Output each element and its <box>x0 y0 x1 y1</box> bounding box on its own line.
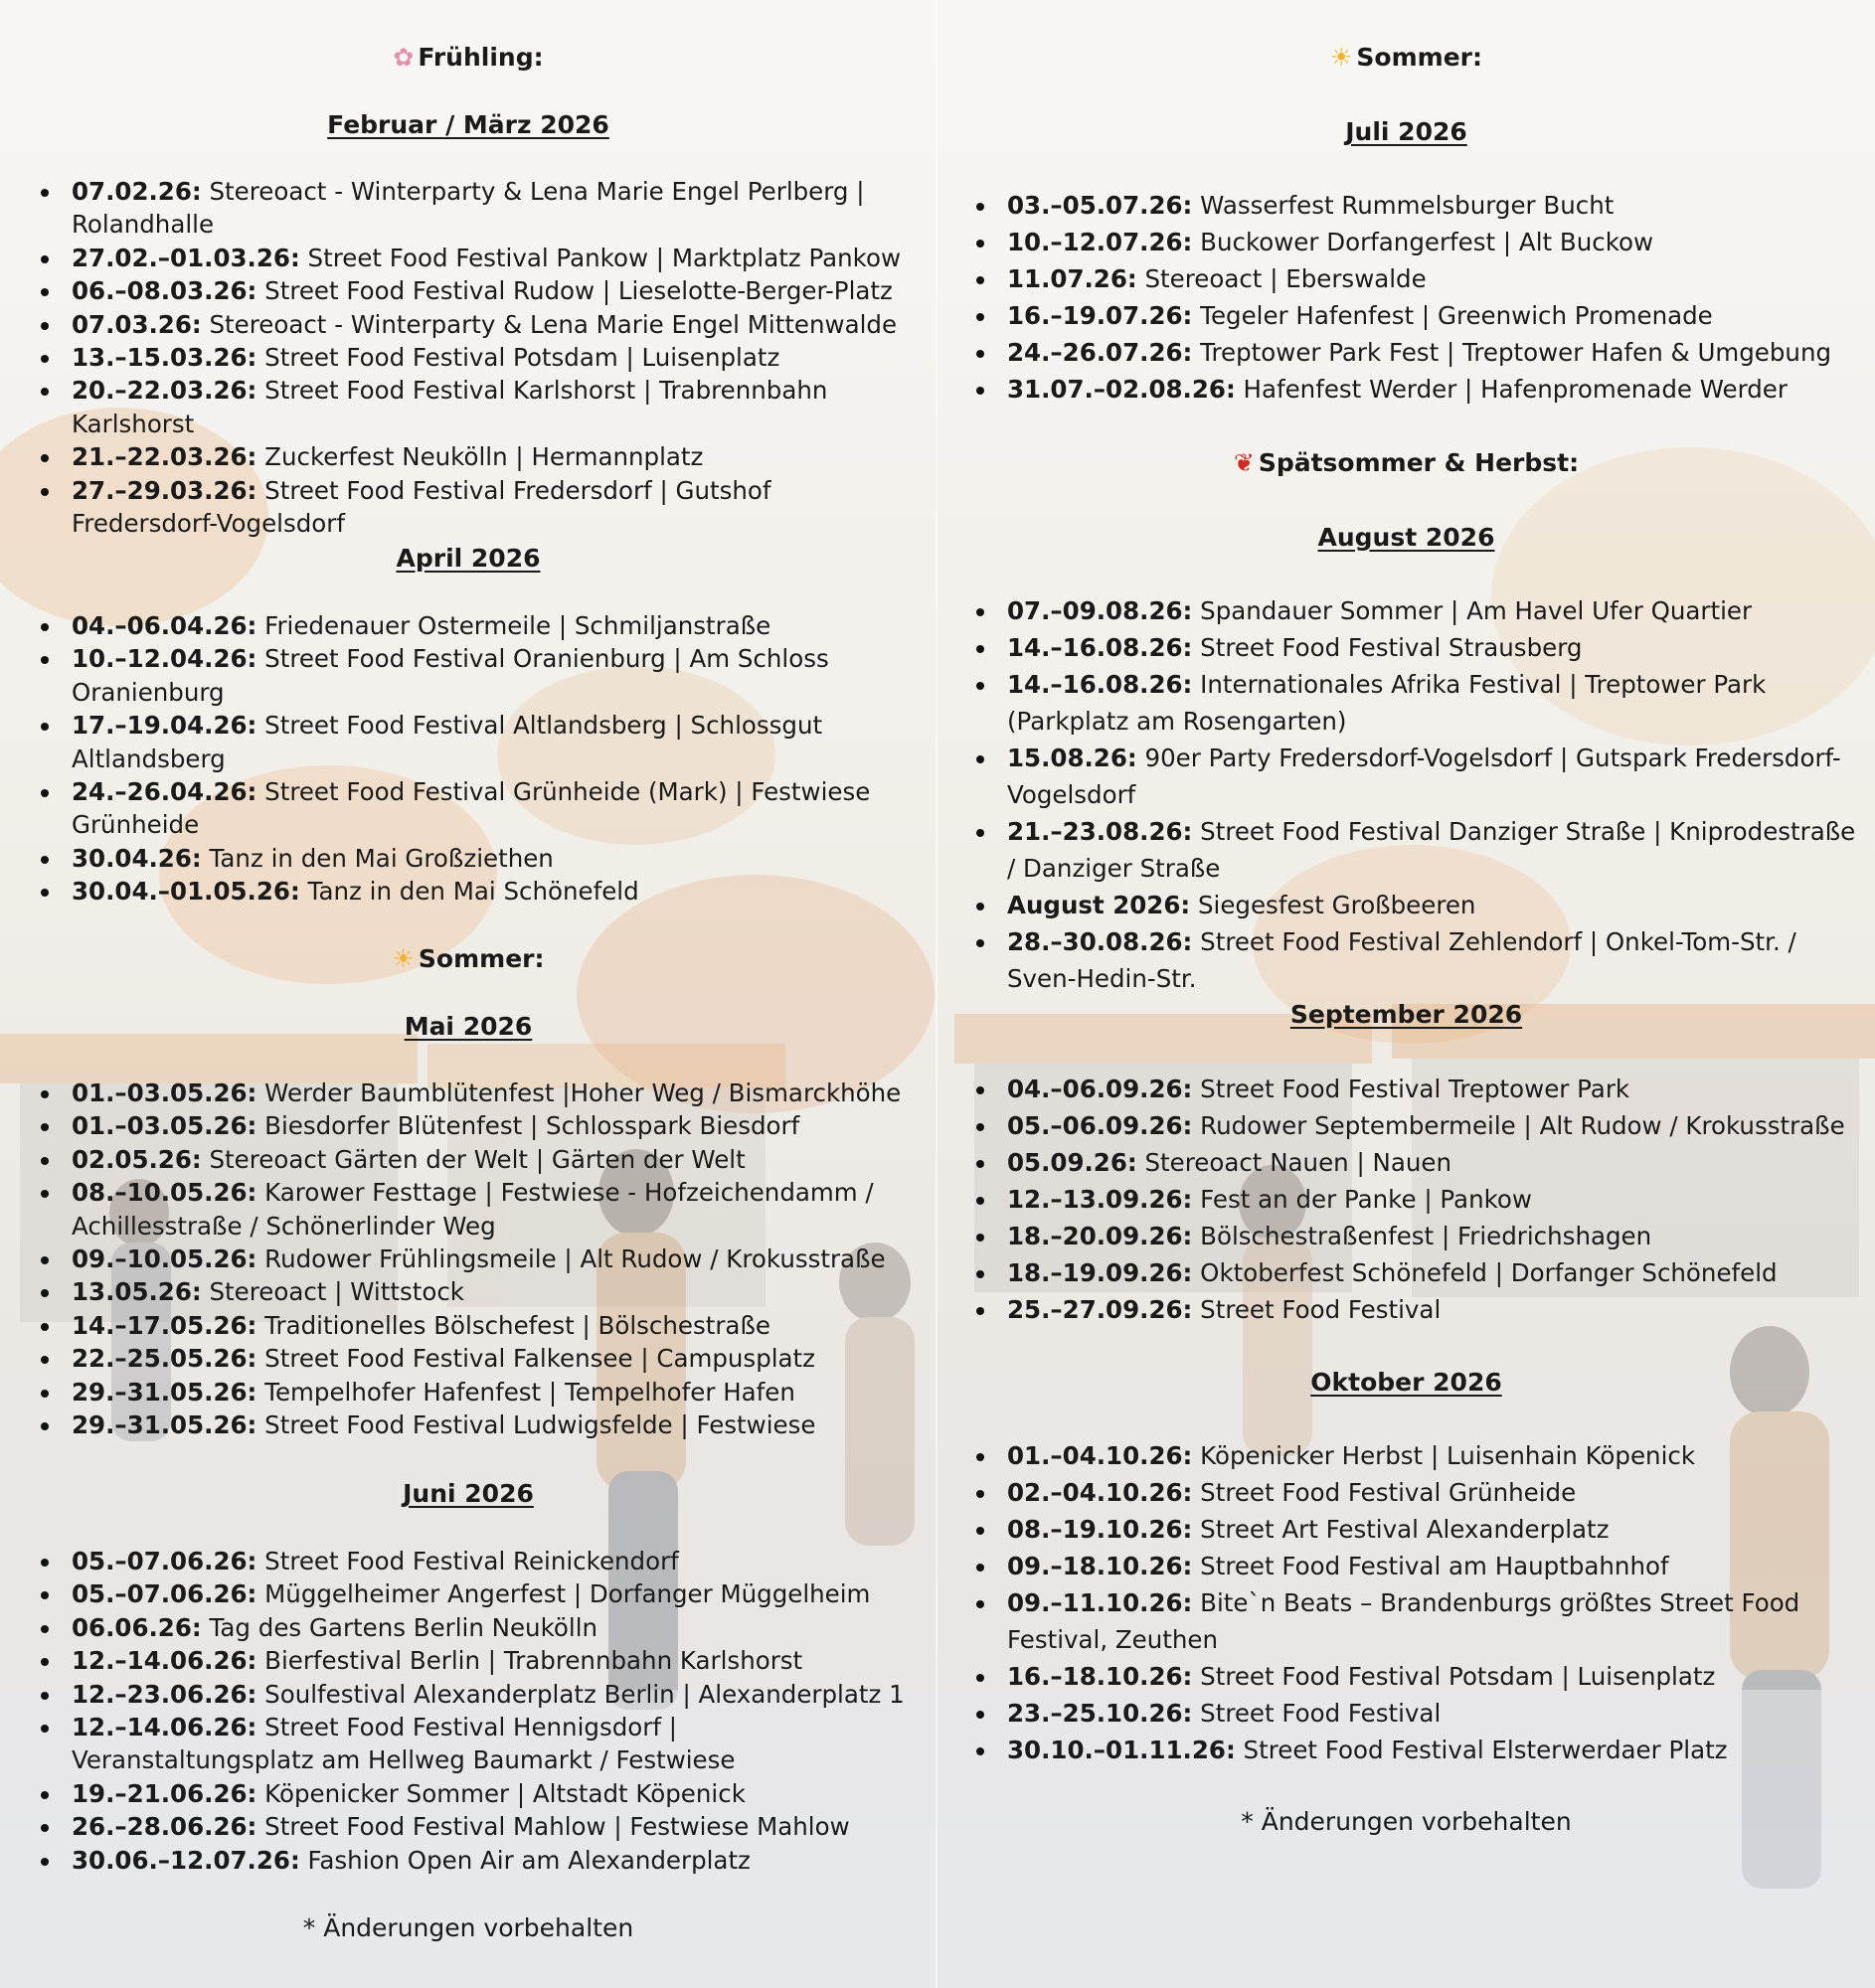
event-date: 01.–04.10.26: <box>1007 1441 1193 1470</box>
cherry-blossom-icon: ✿ <box>393 43 415 72</box>
event-description: Tanz in den Mai Schönefeld <box>307 877 639 907</box>
event-description: Friedenauer Ostermeile | Schmiljanstraße <box>264 611 771 640</box>
event-item <box>973 1474 1868 1511</box>
event-date: 05.09.26: <box>1007 1148 1137 1177</box>
event-date: 14.–16.08.26: <box>1007 670 1193 699</box>
event-item <box>38 709 913 775</box>
event-item <box>38 1545 913 1577</box>
event-date: 27.–29.03.26: <box>72 475 257 505</box>
month-heading-may: Mai 2026 <box>404 1012 533 1041</box>
event-item <box>38 1309 913 1342</box>
event-date: 16.–19.07.26: <box>1007 301 1193 330</box>
event-item <box>973 1695 1868 1732</box>
event-date: 10.–12.07.26: <box>1007 228 1193 256</box>
event-date: 09.–18.10.26: <box>1007 1552 1193 1580</box>
event-date: 07.02.26: <box>72 177 202 206</box>
season-heading-summer <box>0 944 937 974</box>
event-item <box>38 842 913 875</box>
month-heading-october: Oktober 2026 <box>1310 1368 1502 1397</box>
event-item <box>973 887 1868 923</box>
event-date: 12.–13.09.26: <box>1007 1185 1193 1214</box>
event-item <box>38 642 913 709</box>
event-description: Street Food Festival Pankow | Marktplatz Pankow <box>307 243 902 272</box>
event-date: 13.–15.03.26: <box>72 343 257 373</box>
event-item <box>38 1376 913 1408</box>
event-date: 09.–10.05.26: <box>72 1244 257 1274</box>
event-date: 05.–07.06.26: <box>72 1547 257 1575</box>
event-description: Bölschestraßenfest | Friedrichshagen <box>1200 1222 1652 1250</box>
event-date: 10.–12.04.26: <box>72 644 257 674</box>
event-description: Müggelheimer Angerfest | Dorfanger Müggelheim <box>264 1579 871 1609</box>
event-date: 25.–27.09.26: <box>1007 1295 1193 1324</box>
event-item <box>973 1584 1868 1658</box>
event-description: Tag des Gartens Berlin Neukölln <box>209 1612 598 1642</box>
month-heading-august: August 2026 <box>1317 523 1495 552</box>
event-date: 04.–06.04.26: <box>72 611 257 640</box>
event-date: 01.–03.05.26: <box>72 1078 257 1107</box>
event-list-feb-mar <box>38 175 913 540</box>
event-item <box>973 923 1868 997</box>
event-date: 17.–19.04.26: <box>72 711 257 741</box>
sun-icon: ☀ <box>392 944 415 973</box>
event-list-august <box>973 592 1868 997</box>
event-description: Zuckerfest Neukölln | Hermannplatz <box>264 442 704 472</box>
event-description: Street Food Festival Fredersdorf | Gutshof Fredersdorf-Vogelsdorf <box>72 475 771 539</box>
month-heading-september: September 2026 <box>1289 1000 1523 1029</box>
event-description: Tempelhofer Hafenfest | Tempelhofer Hafen <box>264 1377 795 1407</box>
event-description: Street Food Festival Treptower Park <box>1200 1075 1630 1103</box>
event-item <box>38 1242 913 1275</box>
event-description: Street Food Festival Potsdam | Luisenplatz <box>264 343 780 373</box>
event-item <box>38 875 913 908</box>
event-date: 14.–17.05.26: <box>72 1310 257 1340</box>
event-item <box>973 1218 1868 1254</box>
event-date: 18.–19.09.26: <box>1007 1258 1193 1287</box>
event-item <box>38 175 913 242</box>
event-description: Fashion Open Air am Alexanderplatz <box>307 1845 751 1875</box>
event-item <box>973 224 1868 260</box>
event-date: 19.–21.06.26: <box>72 1778 257 1808</box>
event-date: 03.–05.07.26: <box>1007 191 1193 220</box>
event-description: Soulfestival Alexanderplatz Berlin | Alexanderplatz 1 <box>264 1679 905 1709</box>
event-description: Biesdorfer Blütenfest | Schlosspark Biesdorf <box>264 1111 800 1141</box>
event-description: Tanz in den Mai Großziethen <box>209 843 554 873</box>
event-description: Treptower Park Fest | Treptower Hafen & Umgebung <box>1200 338 1832 367</box>
event-item <box>973 1511 1868 1548</box>
event-item <box>38 775 913 842</box>
event-description: Street Food Festival Zehlendorf | Onkel-Tom-Str. / Sven-Hedin-Str. <box>1007 927 1796 993</box>
event-description: Rudower Septembermeile | Alt Rudow / Krokusstraße <box>1200 1111 1845 1140</box>
event-item <box>38 1711 913 1777</box>
event-item <box>973 260 1868 297</box>
event-date: 21.–22.03.26: <box>72 442 257 472</box>
event-item <box>973 1144 1868 1181</box>
event-description: Street Food Festival Strausberg <box>1200 633 1583 662</box>
event-list-july <box>973 187 1868 408</box>
event-item <box>38 1143 913 1176</box>
event-item <box>973 813 1868 887</box>
event-description: Street Art Festival Alexanderplatz <box>1200 1515 1610 1544</box>
event-date: 12.–23.06.26: <box>72 1679 257 1709</box>
event-description: Bite`n Beats – Brandenburgs größtes Street Food Festival, Zeuthen <box>1007 1588 1800 1654</box>
event-description: Street Food Festival Karlshorst | Trabrennbahn Karlshorst <box>72 376 828 438</box>
event-date: 22.–25.05.26: <box>72 1344 257 1374</box>
season-label: Sommer: <box>1356 43 1482 72</box>
event-description: Fest an der Panke | Pankow <box>1200 1185 1532 1214</box>
event-item <box>973 592 1868 629</box>
event-item <box>38 1644 913 1677</box>
event-description: Stereoact Gärten der Welt | Gärten der Welt <box>209 1144 746 1174</box>
event-description: Street Food Festival Elsterwerdaer Platz <box>1243 1736 1728 1764</box>
event-date: 08.–19.10.26: <box>1007 1515 1193 1544</box>
event-date: 28.–30.08.26: <box>1007 927 1193 956</box>
event-item <box>38 374 913 440</box>
event-description: Street Food Festival Grünheide <box>1200 1478 1577 1507</box>
event-date: August 2026: <box>1007 891 1191 919</box>
event-item <box>973 297 1868 334</box>
event-item <box>38 1176 913 1242</box>
changes-note: * Änderungen vorbehalten <box>302 1913 634 1942</box>
event-item <box>38 308 913 341</box>
event-item <box>973 740 1868 813</box>
event-date: 05.–06.09.26: <box>1007 1111 1193 1140</box>
event-date: 06.–08.03.26: <box>72 276 257 306</box>
event-description: Street Food Festival Hennigsdorf | Veranstaltungsplatz am Hellweg Baumarkt / Festwiese <box>72 1713 736 1775</box>
event-date: 20.–22.03.26: <box>72 376 257 406</box>
event-date: 26.–28.06.26: <box>72 1812 257 1842</box>
event-date: 29.–31.05.26: <box>72 1377 257 1407</box>
season-heading-spring <box>0 43 937 73</box>
event-date: 18.–20.09.26: <box>1007 1222 1193 1250</box>
event-item <box>38 1678 913 1711</box>
event-item <box>38 1810 913 1843</box>
event-item <box>973 1437 1868 1474</box>
event-date: 07.03.26: <box>72 309 202 339</box>
event-item <box>973 1732 1868 1768</box>
event-date: 30.06.–12.07.26: <box>72 1845 300 1875</box>
event-description: Oktoberfest Schönefeld | Dorfanger Schönefeld <box>1200 1258 1778 1287</box>
event-date: 05.–07.06.26: <box>72 1579 257 1609</box>
event-item <box>38 1577 913 1610</box>
event-date: 02.05.26: <box>72 1144 202 1174</box>
event-list-may <box>38 1077 913 1441</box>
event-date: 13.05.26: <box>72 1277 202 1307</box>
season-label: Sommer: <box>418 944 545 973</box>
season-label: Spätsommer & Herbst: <box>1258 448 1580 477</box>
event-description: Street Food Festival Ludwigsfelde | Festwiese <box>264 1410 816 1440</box>
event-description: Werder Baumblütenfest |Hoher Weg / Bismarckhöhe <box>264 1078 902 1107</box>
event-date: 04.–06.09.26: <box>1007 1075 1193 1103</box>
event-date: 15.08.26: <box>1007 744 1137 772</box>
event-description: Stereoact Nauen | Nauen <box>1144 1148 1451 1177</box>
event-date: 30.10.–01.11.26: <box>1007 1736 1236 1764</box>
event-item <box>973 629 1868 666</box>
event-date: 24.–26.04.26: <box>72 777 257 807</box>
event-description: Street Food Festival Oranienburg | Am Schloss Oranienburg <box>72 644 829 707</box>
month-heading-july: Juli 2026 <box>1345 117 1467 146</box>
event-item <box>973 1291 1868 1328</box>
event-description: Karower Festtage | Festwiese - Hofzeichendamm / Achillesstraße / Schönerlinder Weg <box>72 1178 874 1241</box>
event-item <box>973 1107 1868 1144</box>
event-item <box>973 334 1868 371</box>
event-item <box>973 1548 1868 1584</box>
event-date: 30.04.26: <box>72 843 202 873</box>
event-item <box>38 341 913 374</box>
event-item <box>38 242 913 274</box>
event-description: Köpenicker Herbst | Luisenhain Köpenick <box>1200 1441 1696 1470</box>
event-date: 09.–11.10.26: <box>1007 1588 1193 1617</box>
event-date: 07.–09.08.26: <box>1007 596 1193 625</box>
event-description: Köpenicker Sommer | Altstadt Köpenick <box>264 1778 746 1808</box>
event-date: 24.–26.07.26: <box>1007 338 1193 367</box>
event-item <box>973 1254 1868 1291</box>
event-item <box>38 274 913 307</box>
event-description: Street Food Festival Altlandsberg | Schlossgut Altlandsberg <box>72 711 823 773</box>
event-description: Spandauer Sommer | Am Havel Ufer Quartier <box>1200 596 1753 625</box>
event-description: Hafenfest Werder | Hafenpromenade Werder <box>1243 375 1788 404</box>
event-item <box>973 666 1868 740</box>
event-description: Street Food Festival Rudow | Lieselotte-Berger-Platz <box>264 276 893 306</box>
event-date: 12.–14.06.26: <box>72 1646 257 1676</box>
month-heading-june: Juni 2026 <box>403 1479 534 1508</box>
event-description: Traditionelles Bölschefest | Bölschestraße <box>264 1310 770 1340</box>
event-description: 90er Party Fredersdorf-Vogelsdorf | Gutspark Fredersdorf-Vogelsdorf <box>1007 744 1841 809</box>
season-heading-summer <box>938 43 1875 73</box>
event-description: Internationales Afrika Festival | Treptower Park (Parkplatz am Rosengarten) <box>1007 670 1767 736</box>
event-description: Street Food Festival <box>1200 1295 1442 1324</box>
event-date: 02.–04.10.26: <box>1007 1478 1193 1507</box>
event-description: Bierfestival Berlin | Trabrennbahn Karlshorst <box>264 1646 803 1676</box>
event-description: Stereoact | Eberswalde <box>1144 264 1427 293</box>
event-description: Street Food Festival Potsdam | Luisenplatz <box>1200 1662 1716 1691</box>
event-date: 23.–25.10.26: <box>1007 1699 1193 1728</box>
event-description: Siegesfest Großbeeren <box>1198 891 1476 919</box>
event-list-june <box>38 1545 913 1877</box>
event-item <box>973 1071 1868 1107</box>
event-item <box>38 474 913 541</box>
event-date: 12.–14.06.26: <box>72 1713 257 1742</box>
event-date: 06.06.26: <box>72 1612 202 1642</box>
event-date: 29.–31.05.26: <box>72 1410 257 1440</box>
event-item <box>973 187 1868 224</box>
event-list-september <box>973 1071 1868 1328</box>
event-list-april <box>38 609 913 909</box>
event-item <box>38 1342 913 1375</box>
event-date: 30.04.–01.05.26: <box>72 877 300 907</box>
sun-icon: ☀ <box>1330 43 1353 72</box>
event-item <box>38 609 913 642</box>
event-description: Buckower Dorfangerfest | Alt Buckow <box>1200 228 1654 256</box>
event-item <box>38 1844 913 1877</box>
event-item <box>38 440 913 473</box>
event-item <box>973 1658 1868 1695</box>
event-item <box>38 1777 913 1810</box>
event-date: 11.07.26: <box>1007 264 1137 293</box>
event-description: Tegeler Hafenfest | Greenwich Promenade <box>1200 301 1713 330</box>
month-heading-april: April 2026 <box>396 544 541 573</box>
event-item <box>38 1408 913 1441</box>
event-date: 21.–23.08.26: <box>1007 817 1193 846</box>
season-label: Frühling: <box>418 43 544 72</box>
event-description: Stereoact - Winterparty & Lena Marie Engel Mittenwalde <box>209 309 898 339</box>
event-description: Street Food Festival am Hauptbahnhof <box>1200 1552 1669 1580</box>
event-description: Street Food Festival Reinickendorf <box>264 1547 679 1575</box>
season-heading-late-summer-autumn <box>938 448 1875 478</box>
event-item <box>973 1181 1868 1218</box>
column-divider <box>936 0 938 1988</box>
maple-leaf-icon: ❦ <box>1233 448 1255 477</box>
changes-note: * Änderungen vorbehalten <box>1241 1807 1572 1836</box>
month-heading-feb-mar: Februar / März 2026 <box>327 110 609 139</box>
event-item <box>38 1275 913 1308</box>
event-date: 31.07.–02.08.26: <box>1007 375 1236 404</box>
event-item <box>38 1077 913 1109</box>
event-list-october <box>973 1437 1868 1768</box>
event-description: Stereoact | Wittstock <box>209 1277 464 1307</box>
event-description: Wasserfest Rummelsburger Bucht <box>1200 191 1615 220</box>
event-description: Street Food Festival Falkensee | Campusplatz <box>264 1344 816 1374</box>
event-date: 14.–16.08.26: <box>1007 633 1193 662</box>
event-date: 16.–18.10.26: <box>1007 1662 1193 1691</box>
event-date: 08.–10.05.26: <box>72 1178 257 1208</box>
event-item <box>38 1109 913 1142</box>
event-date: 27.02.–01.03.26: <box>72 243 300 272</box>
event-description: Rudower Frühlingsmeile | Alt Rudow / Krokusstraße <box>264 1244 886 1274</box>
event-date: 01.–03.05.26: <box>72 1111 257 1141</box>
event-description: Street Food Festival Grünheide (Mark) | Festwiese Grünheide <box>72 777 871 840</box>
event-description: Stereoact - Winterparty & Lena Marie Engel Perlberg | Rolandhalle <box>72 177 865 240</box>
event-description: Street Food Festival Danziger Straße | Kniprodestraße / Danziger Straße <box>1007 817 1856 883</box>
event-item <box>973 371 1868 408</box>
event-description: Street Food Festival <box>1200 1699 1442 1728</box>
event-item <box>38 1611 913 1644</box>
event-description: Street Food Festival Mahlow | Festwiese Mahlow <box>264 1812 850 1842</box>
